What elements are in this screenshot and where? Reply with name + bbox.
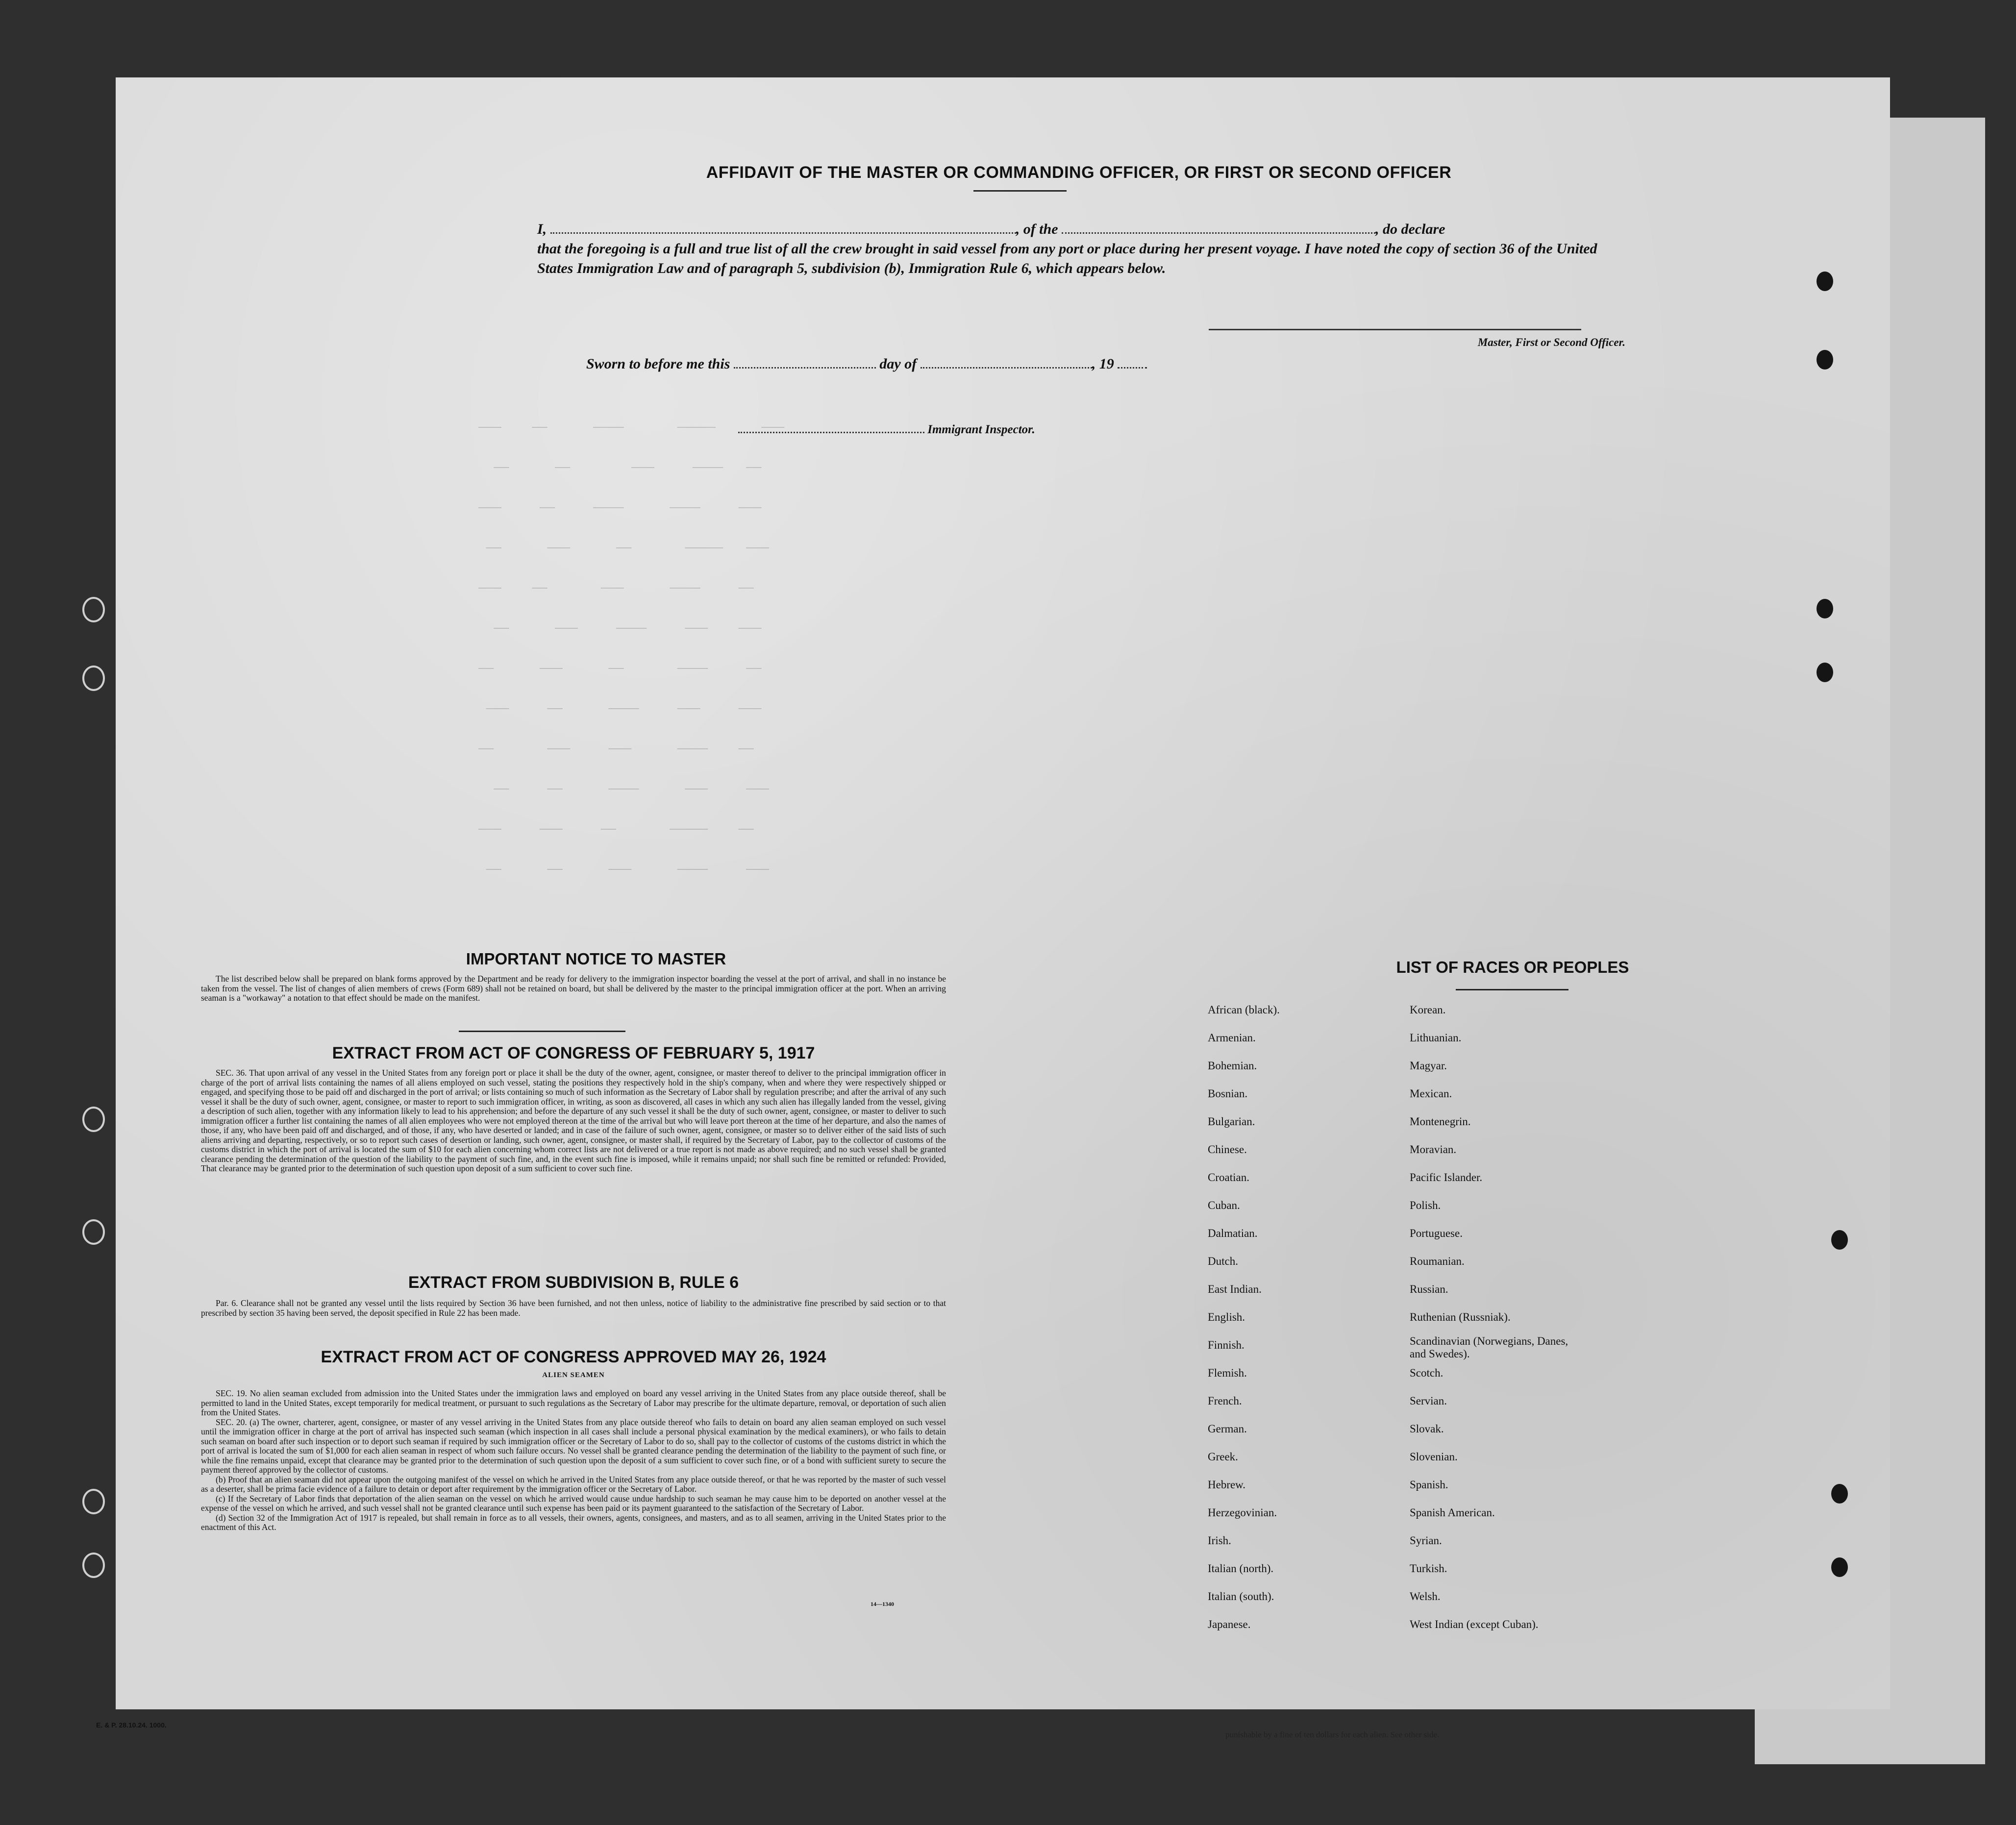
- sworn-day-field[interactable]: [734, 367, 876, 369]
- race-right-item: Portuguese.: [1410, 1227, 1463, 1239]
- race-right-item: Syrian.: [1410, 1534, 1442, 1547]
- race-right-item: Mexican.: [1410, 1087, 1452, 1100]
- binder-hole-ring: [82, 1219, 105, 1245]
- sworn-year-label: , 19: [1092, 356, 1114, 372]
- race-right-item: Moravian.: [1410, 1143, 1457, 1156]
- reverse-note: punishable by a fine of ten dollars for each alien. See other side.: [1225, 1730, 1440, 1739]
- races-rule: [1456, 989, 1568, 990]
- extract-1924-subheading: ALIEN SEAMEN: [542, 1371, 605, 1379]
- extract-rule6-heading: EXTRACT FROM SUBDIVISION B, RULE 6: [408, 1273, 739, 1292]
- extract-1924-sec20b: (b) Proof that an alien seaman did not appear upon the outgoing manifest of the vessel on which he arrived in the United States from any place outside thereof, or that he was reported by the master of such vessel as a deserter, shall be prima facie evidence of a failure to detain or deport after requirement by the immigration officer or the Secretary of Labor.: [201, 1474, 946, 1494]
- binder-hole: [1817, 599, 1833, 618]
- inspector-line: [738, 423, 1035, 437]
- race-left-item: French.: [1208, 1395, 1242, 1407]
- binder-hole: [1831, 1557, 1848, 1577]
- race-right-item: Spanish.: [1410, 1479, 1448, 1491]
- affidavit-of-the-label: , of the: [1016, 221, 1058, 237]
- race-right-item: Polish.: [1410, 1199, 1441, 1211]
- extract-1924-sec19: SEC. 19. No alien seaman excluded from admission into the United States under the immigration laws and employed on board any vessel arriving in the United States from any place outside thereof, shall be permitted to land in the United States, except temporarily for medical treatment, or pursuant to such regulations as the Secretary of Labor may prescribe for the ultimate departure, removal, or deportation of such alien from the United States.: [201, 1388, 946, 1417]
- extract-1917-text: [201, 1068, 946, 1174]
- binder-hole: [1817, 350, 1833, 370]
- race-right-item: Servian.: [1410, 1395, 1447, 1407]
- race-left-item: Bosnian.: [1208, 1087, 1248, 1100]
- extract-1917-paragraph: SEC. 36. That upon arrival of any vessel in the United States from any foreign port or place it shall be the duty of the owner, agent, consignee, or master thereof to deliver to the principal immigration officer in charge of the port of arrival lists containing the names of all aliens employed on such vessel, stating the positions they respectively hold in the ship's company, when and where they were respectively shipped or engaged, and specifying those to be paid off and discharged in the port of arrival; or lists containing so much of such information as the Secretary of Labor shall by regulation prescribe; and after the arrival of any such vessel it shall be the duty of such owner, agent, consignee, or master to report to such immigration officer, in writing, as soon as discovered, all cases in which any such alien has illegally landed from the vessel, giving a description of such alien, together with any information likely to lead to his apprehension; and before the departure of any such vessel it shall be the duty of such owner, agent, consignee, or master to deliver to such immigration officer a further list containing the names of all alien employees who were not employed thereon at the time of the arrival but who will leave port thereon at the time of her departure, and also the names of those, if any, who have been paid off and discharged, and of those, if any, who have deserted or landed; and in case of the failure of such owner, agent, consignee, or master so to deliver either of the said lists of such aliens arriving and departing, respectively, or so to report such cases of desertion or landing, such owner, agent, consignee, or master shall, if required by the Secretary of Labor, pay to the collector of customs of the customs district in which the port of arrival is located the sum of $10 for each alien concerning whom correct lists are not delivered or a true report is not made as above required; and no such vessel shall be granted clearance pending the determination of the question of the liability to the payment of such fine, and, in the event such fine is imposed, while it remains unpaid; nor shall such fine be remitted or refunded: Provided, That clearance may be granted prior to the determination of such question upon deposit of a sum sufficient to cover such fine.: [201, 1068, 946, 1173]
- affidavit-title: AFFIDAVIT OF THE MASTER OR COMMANDING OFFICER, OR FIRST OR SECOND OFFICER: [706, 163, 1452, 182]
- race-left-item: Japanese.: [1208, 1618, 1251, 1630]
- binder-hole-ring: [82, 1107, 105, 1132]
- race-left-item: Herzegovinian.: [1208, 1506, 1277, 1519]
- sworn-year-field[interactable]: [1118, 367, 1147, 369]
- race-left-item: Finnish.: [1208, 1339, 1244, 1351]
- race-left-item: African (black).: [1208, 1004, 1280, 1016]
- notice-paragraph: The list described below shall be prepared on blank forms approved by the Department and be ready for delivery to the immigration inspector boarding the vessel at the port of arrival, and shall in no instance be taken from the vessel. The list of changes of alien members of crews (Form 689) shall not be retained on board, but shall be delivered by the master to the principal immigration officer at the port. When an arriving seaman is a "workaway" a notation to that effect should be made on the manifest.: [201, 974, 946, 1003]
- race-left-item: East Indian.: [1208, 1283, 1262, 1295]
- race-left-item: Cuban.: [1208, 1199, 1240, 1211]
- sworn-prefix: Sworn to before me this: [586, 356, 730, 372]
- race-right-item: Montenegrin.: [1410, 1115, 1471, 1128]
- sworn-month-field[interactable]: [921, 367, 1092, 369]
- race-right-item: Roumanian.: [1410, 1255, 1465, 1267]
- race-right-item: Russian.: [1410, 1283, 1448, 1295]
- race-left-item: Dutch.: [1208, 1255, 1238, 1267]
- binder-hole-ring: [82, 1489, 105, 1514]
- binder-hole-ring: [82, 666, 105, 691]
- race-left-item: Chinese.: [1208, 1143, 1247, 1156]
- race-right-item: West Indian (except Cuban).: [1410, 1618, 1539, 1630]
- races-heading: LIST OF RACES OR PEOPLES: [1396, 958, 1629, 976]
- binder-hole: [1817, 663, 1833, 682]
- binder-hole: [1831, 1230, 1848, 1250]
- race-right-item: Scotch.: [1410, 1367, 1444, 1379]
- race-right-item: Lithuanian.: [1410, 1032, 1462, 1044]
- extract-1924-text: [201, 1389, 946, 1532]
- print-code: E. & P. 28.10.24. 1000.: [96, 1721, 167, 1729]
- master-name-field[interactable]: [550, 232, 1016, 234]
- race-left-item: Irish.: [1208, 1534, 1231, 1547]
- affidavit-title-rule: [973, 190, 1067, 192]
- race-left-item: Croatian.: [1208, 1171, 1249, 1184]
- race-left-item: English.: [1208, 1311, 1245, 1323]
- binder-hole-ring: [82, 597, 105, 622]
- race-left-item: Italian (north).: [1208, 1562, 1274, 1575]
- extract-rule6-paragraph: Par. 6. Clearance shall not be granted any vessel until the lists required by Section 36 have been furnished, and not then unless, notice of liability to the administrative fine prescribed by said section or to that prescribed by section 35 having been served, the deposit specified in Rule 22 has been made.: [201, 1298, 946, 1318]
- race-left-item: Greek.: [1208, 1451, 1238, 1463]
- extract-1924-heading: EXTRACT FROM ACT OF CONGRESS APPROVED MAY 26, 1924: [321, 1348, 826, 1366]
- race-left-item: Bulgarian.: [1208, 1115, 1255, 1128]
- races-left-column: [1208, 1004, 1384, 1630]
- inspector-caption: Immigrant Inspector.: [927, 423, 1035, 436]
- notice-heading: IMPORTANT NOTICE TO MASTER: [466, 950, 726, 968]
- extract-1924-sec20d: (d) Section 32 of the Immigration Act of 1917 is repealed, but shall remain in force as to all vessels, their owners, agents, consignees, and masters, and as to all seamen, arriving in the United States prior to the enactment of this Act.: [201, 1512, 946, 1532]
- binder-hole: [1831, 1484, 1848, 1504]
- race-right-item: Pacific Islander.: [1410, 1171, 1483, 1184]
- race-left-item: Dalmatian.: [1208, 1227, 1258, 1239]
- form-number: 14—1340: [871, 1601, 894, 1607]
- notice-rule: [459, 1031, 625, 1032]
- race-left-item: Bohemian.: [1208, 1060, 1257, 1072]
- race-left-item: Flemish.: [1208, 1367, 1247, 1379]
- affidavit-declaration-line: [537, 220, 1635, 239]
- extract-1917-heading: EXTRACT FROM ACT OF CONGRESS OF FEBRUARY 5, 1917: [332, 1044, 815, 1062]
- binder-hole-ring: [82, 1553, 105, 1578]
- inspector-signature-field[interactable]: [738, 432, 924, 433]
- race-right-item: Slovak.: [1410, 1423, 1444, 1435]
- extract-1924-sec20c: (c) If the Secretary of Labor finds that deportation of the alien seaman on the vessel on which he arrived would cause undue hardship to such seaman he may cause him to be deported on another vessel at the expense of the vessel on which he arrived, and such vessel shall not be granted clearance until such expense has been paid or its payment guaranteed to the satisfaction of the Secretary of Labor.: [201, 1493, 946, 1513]
- notice-text: [201, 974, 946, 1003]
- race-right-item: Welsh.: [1410, 1590, 1441, 1603]
- signature-caption: Master, First or Second Officer.: [1477, 336, 1625, 348]
- manifest-page: [116, 77, 1890, 1709]
- race-right-item: Spanish American.: [1410, 1506, 1495, 1519]
- extract-rule6-text: [201, 1299, 946, 1318]
- race-left-item: Italian (south).: [1208, 1590, 1274, 1603]
- vessel-name-field[interactable]: [1062, 232, 1375, 234]
- races-right-column: [1410, 1004, 1616, 1631]
- race-right-item: Slovenian.: [1410, 1451, 1458, 1463]
- binder-hole: [1817, 271, 1833, 291]
- reverse-bleed-through: ─── ── ──── ───── ─── ── ── ─── ──── ── ─── ── ──── ──── ─── ── ─── ── ───── ─── ─── ── ─── ──── ── ── ─── ──── ─── ─── ── ─── ── ──── ── ─── ── ──── ─── ─── ── ─── ─── ──── ── ── ── ──── ─── ─── ─── ─── ── ───── ── ── ── ─── ──── ───: [478, 420, 785, 877]
- race-right-item: Turkish.: [1410, 1562, 1447, 1575]
- signature-line[interactable]: [1209, 329, 1581, 330]
- race-left-item: Armenian.: [1208, 1032, 1256, 1044]
- race-right-item: Scandinavian (Norwegians, Danes, and Swedes).: [1410, 1335, 1568, 1360]
- sworn-day-label: day of: [879, 356, 917, 372]
- race-right-item: Ruthenian (Russniak).: [1410, 1311, 1511, 1323]
- affidavit-declare-label: , do declare: [1375, 221, 1445, 237]
- race-right-item: Magyar.: [1410, 1060, 1447, 1072]
- race-left-item: German.: [1208, 1423, 1247, 1435]
- affidavit-body: [537, 220, 1635, 278]
- affidavit-body-text: that the foregoing is a full and true list of all the crew brought in said vessel from any port or place during her present voyage. I have noted the copy of section 36 of the United States Immigration Law and of paragraph 5, subdivision (b), Immigration Rule 6, which appears below.: [537, 241, 1597, 276]
- race-left-item: Hebrew.: [1208, 1479, 1246, 1491]
- sworn-statement: [586, 356, 1147, 372]
- extract-1924-sec20a: SEC. 20. (a) The owner, charterer, agent, consignee, or master of any vessel arriving in the United States from any place outside thereof who fails to detain on board any alien seaman employed on such vessel until the immigration officer in charge at the port of arrival has inspected such seaman (which inspection in all cases shall include a personal physical examination by the medical examiners), or who fails to detain such seaman on board after such inspection or to deport such seaman if required by such immigration officer or the Secretary of Labor to do so, shall pay to the collector of customs of the customs district in which the port of arrival is located the sum of $1,000 for each alien seaman in respect of whom such failure occurs. No vessel shall be granted clearance pending the determination of the liability to the payment of such fine, or while the fine remains unpaid, except that clearance may be granted prior to the determination of such question upon the deposit of a sum sufficient to cover such fine, or of a bond with sufficient surety to secure the payment thereof approved by the collector of customs.: [201, 1417, 946, 1475]
- race-right-item: Korean.: [1410, 1004, 1446, 1016]
- affidavit-i-label: I,: [537, 221, 547, 237]
